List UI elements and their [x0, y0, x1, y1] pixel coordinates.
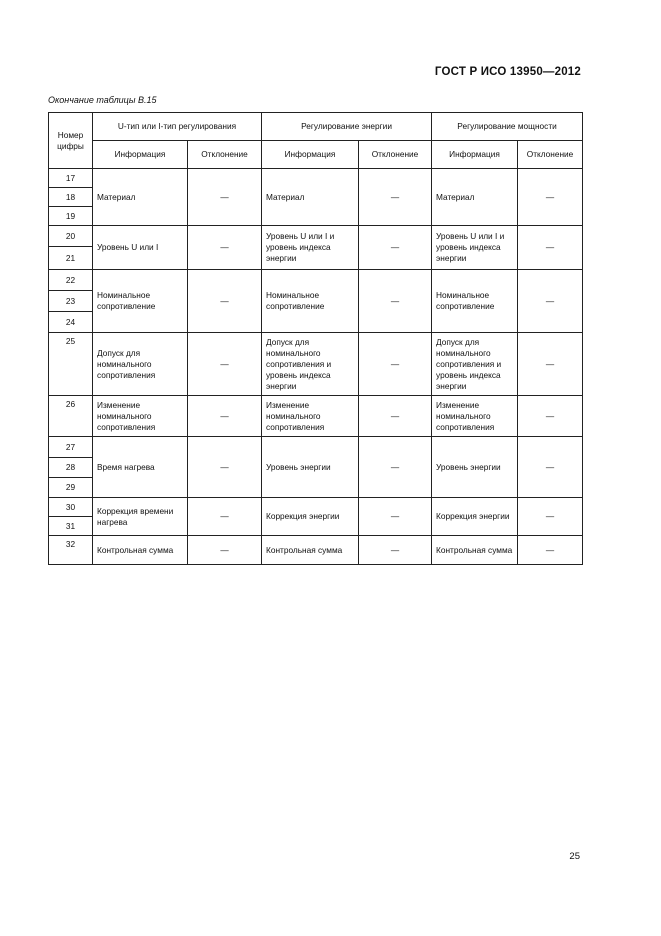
deviation-cell: — — [359, 536, 432, 565]
deviation-cell: — — [518, 536, 583, 565]
info-cell: Уровень U или I и уровень индекса энергии — [432, 226, 518, 270]
deviation-cell: — — [359, 270, 432, 333]
digit-cell: 22 — [49, 270, 93, 291]
deviation-cell: — — [359, 169, 432, 226]
info-cell: Допуск для номинального сопротивления и уровень индекса энергии — [262, 333, 359, 396]
deviation-cell: — — [359, 333, 432, 396]
info-cell: Контрольная сумма — [432, 536, 518, 565]
header-deviation: Отклонение — [518, 141, 583, 169]
deviation-cell: — — [518, 498, 583, 536]
info-cell: Время нагрева — [93, 437, 188, 498]
page-number: 25 — [569, 851, 580, 862]
table-row — [49, 169, 583, 188]
info-cell: Материал — [93, 169, 188, 226]
table-row — [49, 333, 583, 396]
info-cell: Изменение номинального сопротивления — [93, 396, 188, 437]
digit-cell: 27 — [49, 437, 93, 458]
info-cell: Номинальное сопротивление — [262, 270, 359, 333]
deviation-cell: — — [188, 169, 262, 226]
digit-cell: 29 — [49, 478, 93, 498]
header-digit-number: Номер цифры — [49, 113, 93, 169]
table-caption: Окончание таблицы B.15 — [48, 95, 157, 105]
digit-cell: 23 — [49, 291, 93, 312]
deviation-cell: — — [188, 396, 262, 437]
digit-cell: 26 — [49, 396, 93, 437]
deviation-cell: — — [359, 498, 432, 536]
info-cell: Уровень U или I — [93, 226, 188, 270]
info-cell: Контрольная сумма — [93, 536, 188, 565]
header-deviation: Отклонение — [359, 141, 432, 169]
deviation-cell: — — [518, 270, 583, 333]
header-energy-group: Регулирование энергии — [262, 113, 432, 141]
table-row — [49, 536, 583, 565]
deviation-cell: — — [518, 169, 583, 226]
info-cell: Допуск для номинального сопротивления и уровень индекса энергии — [432, 333, 518, 396]
digit-cell: 20 — [49, 226, 93, 247]
deviation-cell: — — [188, 333, 262, 396]
deviation-cell: — — [188, 226, 262, 270]
deviation-cell: — — [518, 437, 583, 498]
table-row — [49, 396, 583, 437]
info-cell: Контрольная сумма — [262, 536, 359, 565]
standard-code: ГОСТ Р ИСО 13950—2012 — [434, 66, 581, 78]
deviation-cell: — — [518, 396, 583, 437]
info-cell: Номинальное сопротивление — [93, 270, 188, 333]
digit-cell: 32 — [49, 536, 93, 565]
deviation-cell: — — [359, 396, 432, 437]
digit-cell: 24 — [49, 312, 93, 333]
deviation-cell: — — [518, 226, 583, 270]
table-row — [49, 437, 583, 458]
info-cell: Допуск для номинального сопротивления — [93, 333, 188, 396]
specification-table — [48, 112, 583, 565]
digit-cell: 18 — [49, 188, 93, 207]
deviation-cell: — — [188, 437, 262, 498]
table-row — [49, 226, 583, 247]
info-cell: Коррекция времени нагрева — [93, 498, 188, 536]
deviation-cell: — — [359, 437, 432, 498]
table-row — [49, 498, 583, 517]
deviation-cell: — — [188, 536, 262, 565]
deviation-cell: — — [188, 498, 262, 536]
header-info: Информация — [262, 141, 359, 169]
info-cell: Номинальное сопротивление — [432, 270, 518, 333]
info-cell: Уровень U или I и уровень индекса энергии — [262, 226, 359, 270]
deviation-cell: — — [359, 226, 432, 270]
table-row — [49, 270, 583, 291]
header-power-group: Регулирование мощности — [432, 113, 583, 141]
deviation-cell: — — [518, 333, 583, 396]
digit-cell: 25 — [49, 333, 93, 396]
info-cell: Коррекция энергии — [262, 498, 359, 536]
header-info: Информация — [432, 141, 518, 169]
info-cell: Уровень энергии — [432, 437, 518, 498]
digit-cell: 19 — [49, 207, 93, 226]
header-info: Информация — [93, 141, 188, 169]
digit-cell: 21 — [49, 247, 93, 270]
header-u-type-group: U-тип или I-тип регулирования — [93, 113, 262, 141]
info-cell: Материал — [262, 169, 359, 226]
info-cell: Изменение номинального сопротивления — [432, 396, 518, 437]
header-deviation: Отклонение — [188, 141, 262, 169]
digit-cell: 17 — [49, 169, 93, 188]
digit-cell: 28 — [49, 458, 93, 478]
info-cell: Коррекция энергии — [432, 498, 518, 536]
deviation-cell: — — [188, 270, 262, 333]
digit-cell: 31 — [49, 517, 93, 536]
info-cell: Уровень энергии — [262, 437, 359, 498]
digit-cell: 30 — [49, 498, 93, 517]
info-cell: Материал — [432, 169, 518, 226]
info-cell: Изменение номинального сопротивления — [262, 396, 359, 437]
